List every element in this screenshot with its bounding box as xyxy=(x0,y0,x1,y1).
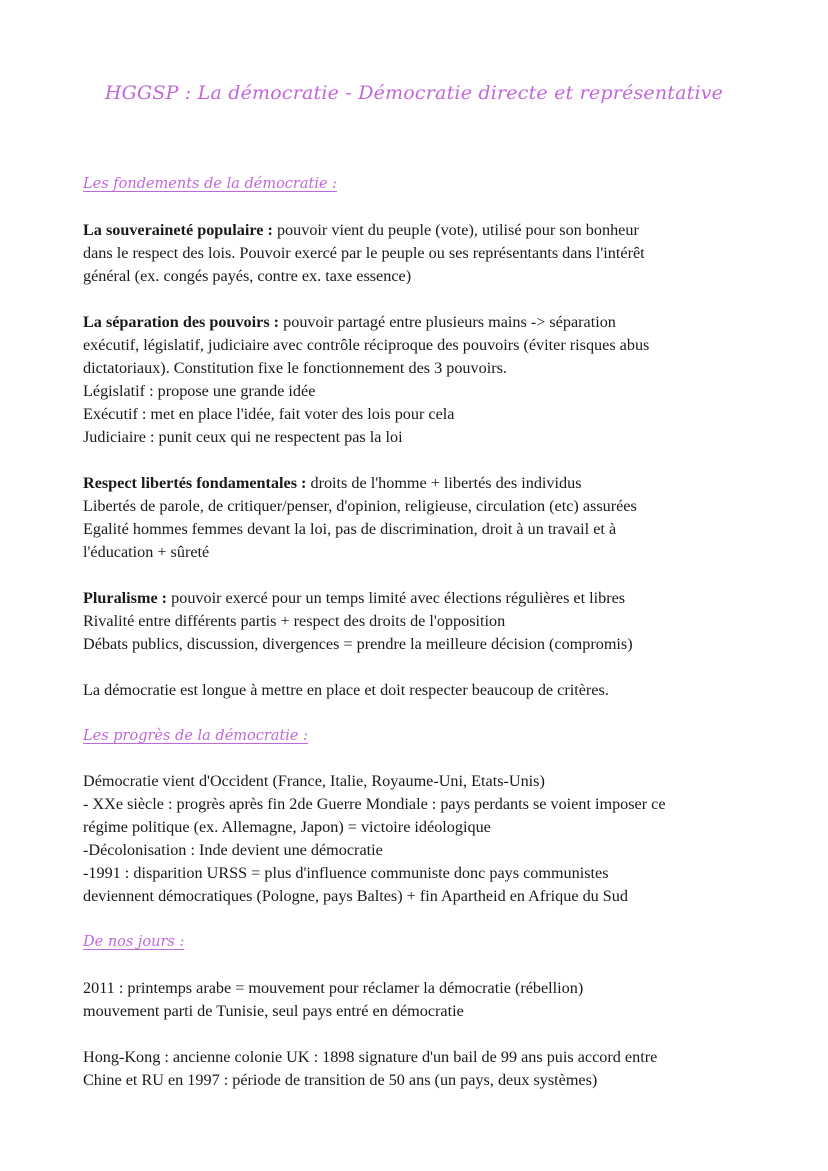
term-pluralisme: Pluralisme : xyxy=(83,589,168,607)
text-line: Judiciaire : punit ceux qui ne respectent pas la loi xyxy=(83,428,403,446)
text-span: pouvoir partagé entre plusieurs mains -> séparation xyxy=(279,313,616,331)
paragraph-hong-kong xyxy=(83,1046,763,1092)
text-line: Hong-Kong : ancienne colonie UK : 1898 signature d'un bail de 99 ans puis accord entre xyxy=(83,1048,658,1066)
text-line: régime politique (ex. Allemagne, Japon) = victoire idéologique xyxy=(83,818,491,836)
text-line: 2011 : printemps arabe = mouvement pour réclamer la démocratie (rébellion) xyxy=(83,979,584,997)
paragraph-progres xyxy=(83,770,763,908)
term-libertes: Respect libertés fondamentales : xyxy=(83,474,307,492)
text-line: Libertés de parole, de critiquer/penser, d'opinion, religieuse, circulation (etc) assurées xyxy=(83,497,637,515)
text-line: - XXe siècle : progrès après fin 2de Guerre Mondiale : pays perdants se voient imposer ce xyxy=(83,795,666,813)
paragraph-separation xyxy=(83,311,763,449)
text-line: exécutif, législatif, judiciaire avec contrôle réciproque des pouvoirs (éviter risques abus xyxy=(83,336,650,354)
paragraph-souverainete xyxy=(83,219,763,288)
term-souverainete: La souveraineté populaire : xyxy=(83,221,273,239)
text-line: Rivalité entre différents partis + respect des droits de l'opposition xyxy=(83,612,506,630)
text-line: l'éducation + sûreté xyxy=(83,543,210,561)
text-line xyxy=(83,472,763,495)
text-line xyxy=(83,311,763,334)
text-line: mouvement parti de Tunisie, seul pays entré en démocratie xyxy=(83,1002,464,1020)
text-line: Exécutif : met en place l'idée, fait voter des lois pour cela xyxy=(83,405,455,423)
paragraph-conclusion xyxy=(83,679,763,702)
section-heading-jours: De nos jours : xyxy=(83,934,185,950)
text-line: dictatoriaux). Constitution fixe le fonctionnement des 3 pouvoirs. xyxy=(83,359,507,377)
paragraph-libertes xyxy=(83,472,763,564)
text-line: La démocratie est longue à mettre en place et doit respecter beaucoup de critères. xyxy=(83,681,609,699)
text-line xyxy=(83,219,763,242)
text-line: dans le respect des lois. Pouvoir exercé par le peuple ou ses représentants dans l'intérêt xyxy=(83,244,645,262)
section-heading-progres: Les progrès de la démocratie : xyxy=(83,728,308,744)
text-line: général (ex. congés payés, contre ex. taxe essence) xyxy=(83,267,412,285)
text-line: deviennent démocratiques (Pologne, pays Baltes) + fin Apartheid en Afrique du Sud xyxy=(83,887,628,905)
text-line xyxy=(83,587,763,610)
text-span: pouvoir exercé pour un temps limité avec élections régulières et libres xyxy=(167,589,626,607)
section-heading-fondements: Les fondements de la démocratie : xyxy=(83,176,338,192)
text-span: droits de l'homme + libertés des individus xyxy=(306,474,582,492)
text-line: -Décolonisation : Inde devient une démocratie xyxy=(83,841,383,859)
text-line: Démocratie vient d'Occident (France, Italie, Royaume-Uni, Etats-Unis) xyxy=(83,772,545,790)
text-line: Egalité hommes femmes devant la loi, pas de discrimination, droit à un travail et à xyxy=(83,520,617,538)
paragraph-pluralisme xyxy=(83,587,763,656)
page-title: HGGSP : La démocratie - Démocratie directe et représentative xyxy=(104,82,724,104)
term-separation: La séparation des pouvoirs : xyxy=(83,313,280,331)
paragraph-printemps-arabe xyxy=(83,977,763,1023)
text-span: pouvoir vient du peuple (vote), utilisé pour son bonheur xyxy=(272,221,639,239)
text-line: Débats publics, discussion, divergences = prendre la meilleure décision (compromis) xyxy=(83,635,633,653)
text-line: -1991 : disparition URSS = plus d'influence communiste donc pays communistes xyxy=(83,864,609,882)
text-line: Chine et RU en 1997 : période de transition de 50 ans (un pays, deux systèmes) xyxy=(83,1071,598,1089)
text-line: Législatif : propose une grande idée xyxy=(83,382,316,400)
